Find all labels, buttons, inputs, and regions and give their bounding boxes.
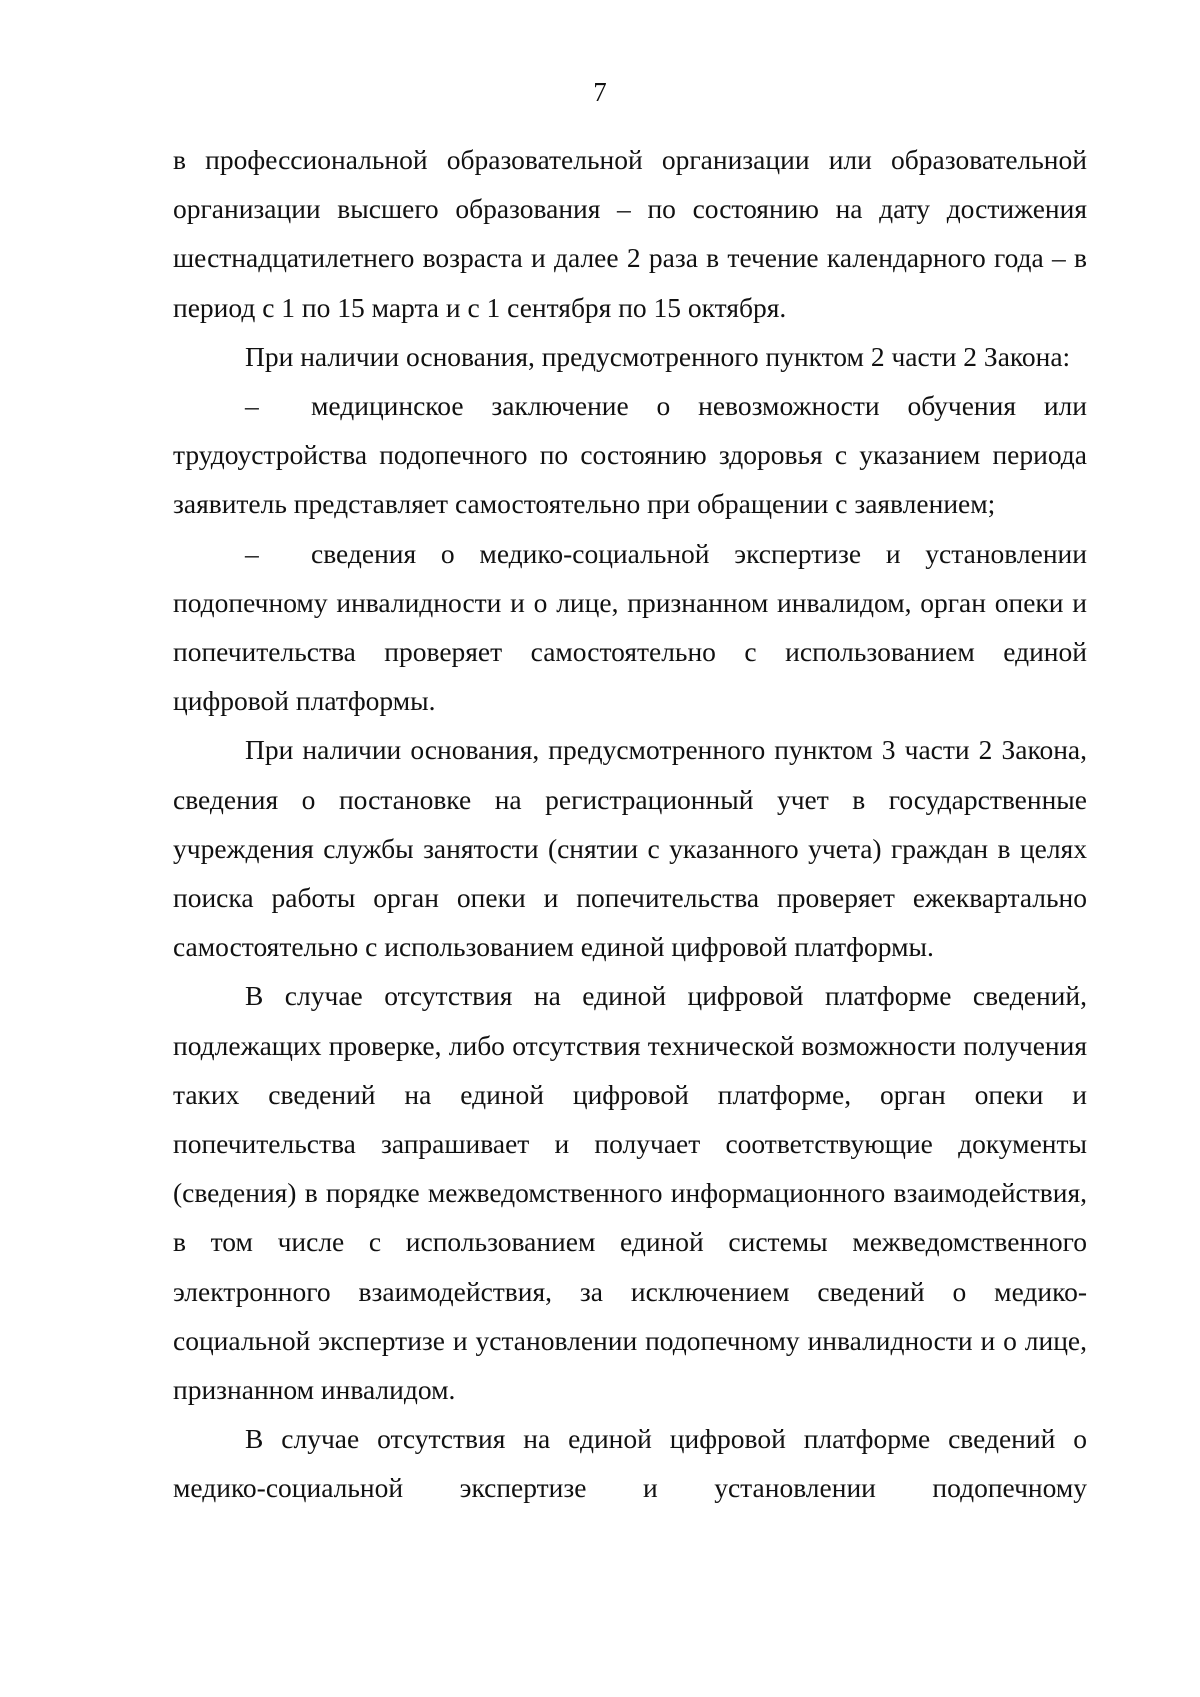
paragraph-basis-2: При наличии основания, предусмотренного пунктом 2 части 2 Закона: xyxy=(245,340,1071,372)
paragraph-missing-data: В случае отсутствия на единой цифровой платформе сведений, подлежащих проверке, либо отсутствия технической возможности получения таких сведений на единой цифровой платформе, орган опеки и попечительства запрашивает и получает соответствующие документы (сведения) в порядке межведомственного информационного взаимодействия, в том числе с использованием единой системы межведомственного электронного взаимодействия, за исключением сведений о медико-социальной экспертизе и установлении подопечному инвалидности и о лице, признанном инвалидом. xyxy=(173,980,1087,1406)
page-number: 7 xyxy=(593,77,607,107)
paragraph-continuation: в профессиональной образовательной организации или образовательной организации высшего образования – по состоянию на дату достижения шестнадцатилетнего возраста и далее 2 раза в течение календарного года – в период с 1 по 15 марта и с 1 сентября по 15 октября. xyxy=(173,144,1087,323)
dash-marker: – xyxy=(245,537,259,569)
paragraph-missing-disability-data: В случае отсутствия на единой цифровой платформе сведений о медико-социальной экспертизе и установлении подопечному xyxy=(173,1423,1087,1504)
document-body xyxy=(173,135,1087,1513)
dash-item-text: сведения о медико-социальной экспертизе и установлении подопечному инвалидности и о лице, признанном инвалидом, орган опеки и попечительства проверяет самостоятельно с использованием единой цифровой платформы. xyxy=(173,537,1087,717)
dash-marker: – xyxy=(245,390,259,422)
dash-item-medical-conclusion xyxy=(173,381,1087,529)
paragraph-basis-3: При наличии основания, предусмотренного пунктом 3 части 2 Закона, сведения о постановке на регистрационный учет в государственные учреждения службы занятости (снятии с указанного учета) граждан в целях поиска работы орган опеки и попечительства проверяет ежеквартально самостоятельно с использованием единой цифровой платформы. xyxy=(173,734,1087,963)
dash-item-disability-info xyxy=(173,529,1087,726)
dash-item-text: медицинское заключение о невозможности обучения или трудоустройства подопечного по состоянию здоровья с указанием периода заявитель представляет самостоятельно при обращении с заявлением; xyxy=(173,390,1087,520)
